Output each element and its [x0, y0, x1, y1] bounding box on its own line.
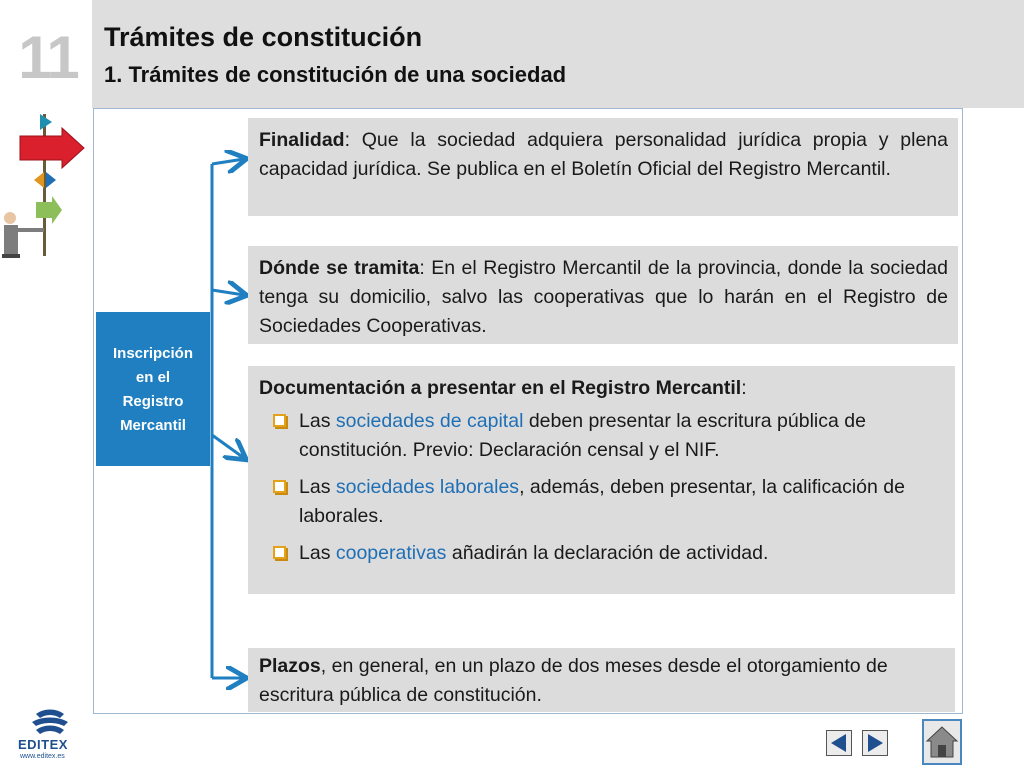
- documentacion-label-suffix: :: [741, 377, 747, 399]
- highlight-term: cooperativas: [335, 542, 447, 564]
- logo-name: EDITEX: [18, 737, 68, 752]
- plazos-card: [248, 648, 955, 712]
- triangle-left-icon: [827, 731, 851, 755]
- documentacion-list: [259, 407, 945, 568]
- donde-label: Dónde se tramita: [259, 257, 420, 279]
- highlight-term: sociedades de capital: [335, 410, 524, 432]
- bracket-arrows: [204, 150, 254, 690]
- page-subtitle: 1. Trámites de constitución de una sociedad: [104, 62, 567, 87]
- list-item: Las sociedades de capital deben presentar la escritura pública de constitución. Previo: Declaración censal y el NIF.: [259, 407, 945, 465]
- donde-card: [248, 246, 958, 344]
- logo-url: www.editex.es: [20, 753, 65, 760]
- chapter-number: 11: [18, 24, 78, 91]
- triangle-right-icon: [863, 731, 887, 755]
- home-button[interactable]: [922, 719, 962, 765]
- checkbox-bullet-icon: [273, 414, 286, 427]
- finalidad-text: : Que la sociedad adquiera personalidad jurídica propia y plena capacidad jurídica. Se publica en el Boletín Oficial del Registro Mercantil.: [259, 129, 948, 180]
- list-item: Las sociedades laborales, además, deben presentar, la calificación de laborales.: [259, 473, 945, 531]
- inscripcion-line: en el: [135, 369, 171, 386]
- inscripcion-line: Inscripción: [112, 345, 194, 362]
- finalidad-label: Finalidad: [259, 129, 345, 151]
- documentacion-card: [248, 366, 955, 594]
- page-title: Trámites de constitución: [104, 22, 423, 52]
- highlight-term: sociedades laborales: [335, 476, 520, 498]
- inscripcion-box: [96, 312, 210, 466]
- list-item: Las cooperativas añadirán la declaración de actividad.: [259, 539, 945, 568]
- inscripcion-line: Mercantil: [120, 417, 186, 434]
- donde-text: : En el Registro Mercantil de la provincia, donde la sociedad tenga su domicilio, salvo las cooperativas que lo harán en el Registro de Sociedades Cooperativas.: [259, 257, 948, 337]
- header-bar: [92, 0, 1024, 108]
- finalidad-card: [248, 118, 958, 216]
- inscripcion-line: Registro: [122, 393, 184, 410]
- plazos-text: , en general, en un plazo de dos meses desde el otorgamiento de escritura pública de constitución.: [259, 655, 888, 706]
- home-icon: [924, 721, 960, 763]
- documentacion-label: Documentación a presentar en el Registro Mercantil: [259, 377, 742, 399]
- next-button[interactable]: [862, 730, 888, 756]
- plazos-label: Plazos: [259, 655, 321, 677]
- signpost-arrows-person-icon: [0, 108, 92, 268]
- checkbox-bullet-icon: [273, 480, 286, 493]
- prev-button[interactable]: [826, 730, 852, 756]
- checkbox-bullet-icon: [273, 546, 286, 559]
